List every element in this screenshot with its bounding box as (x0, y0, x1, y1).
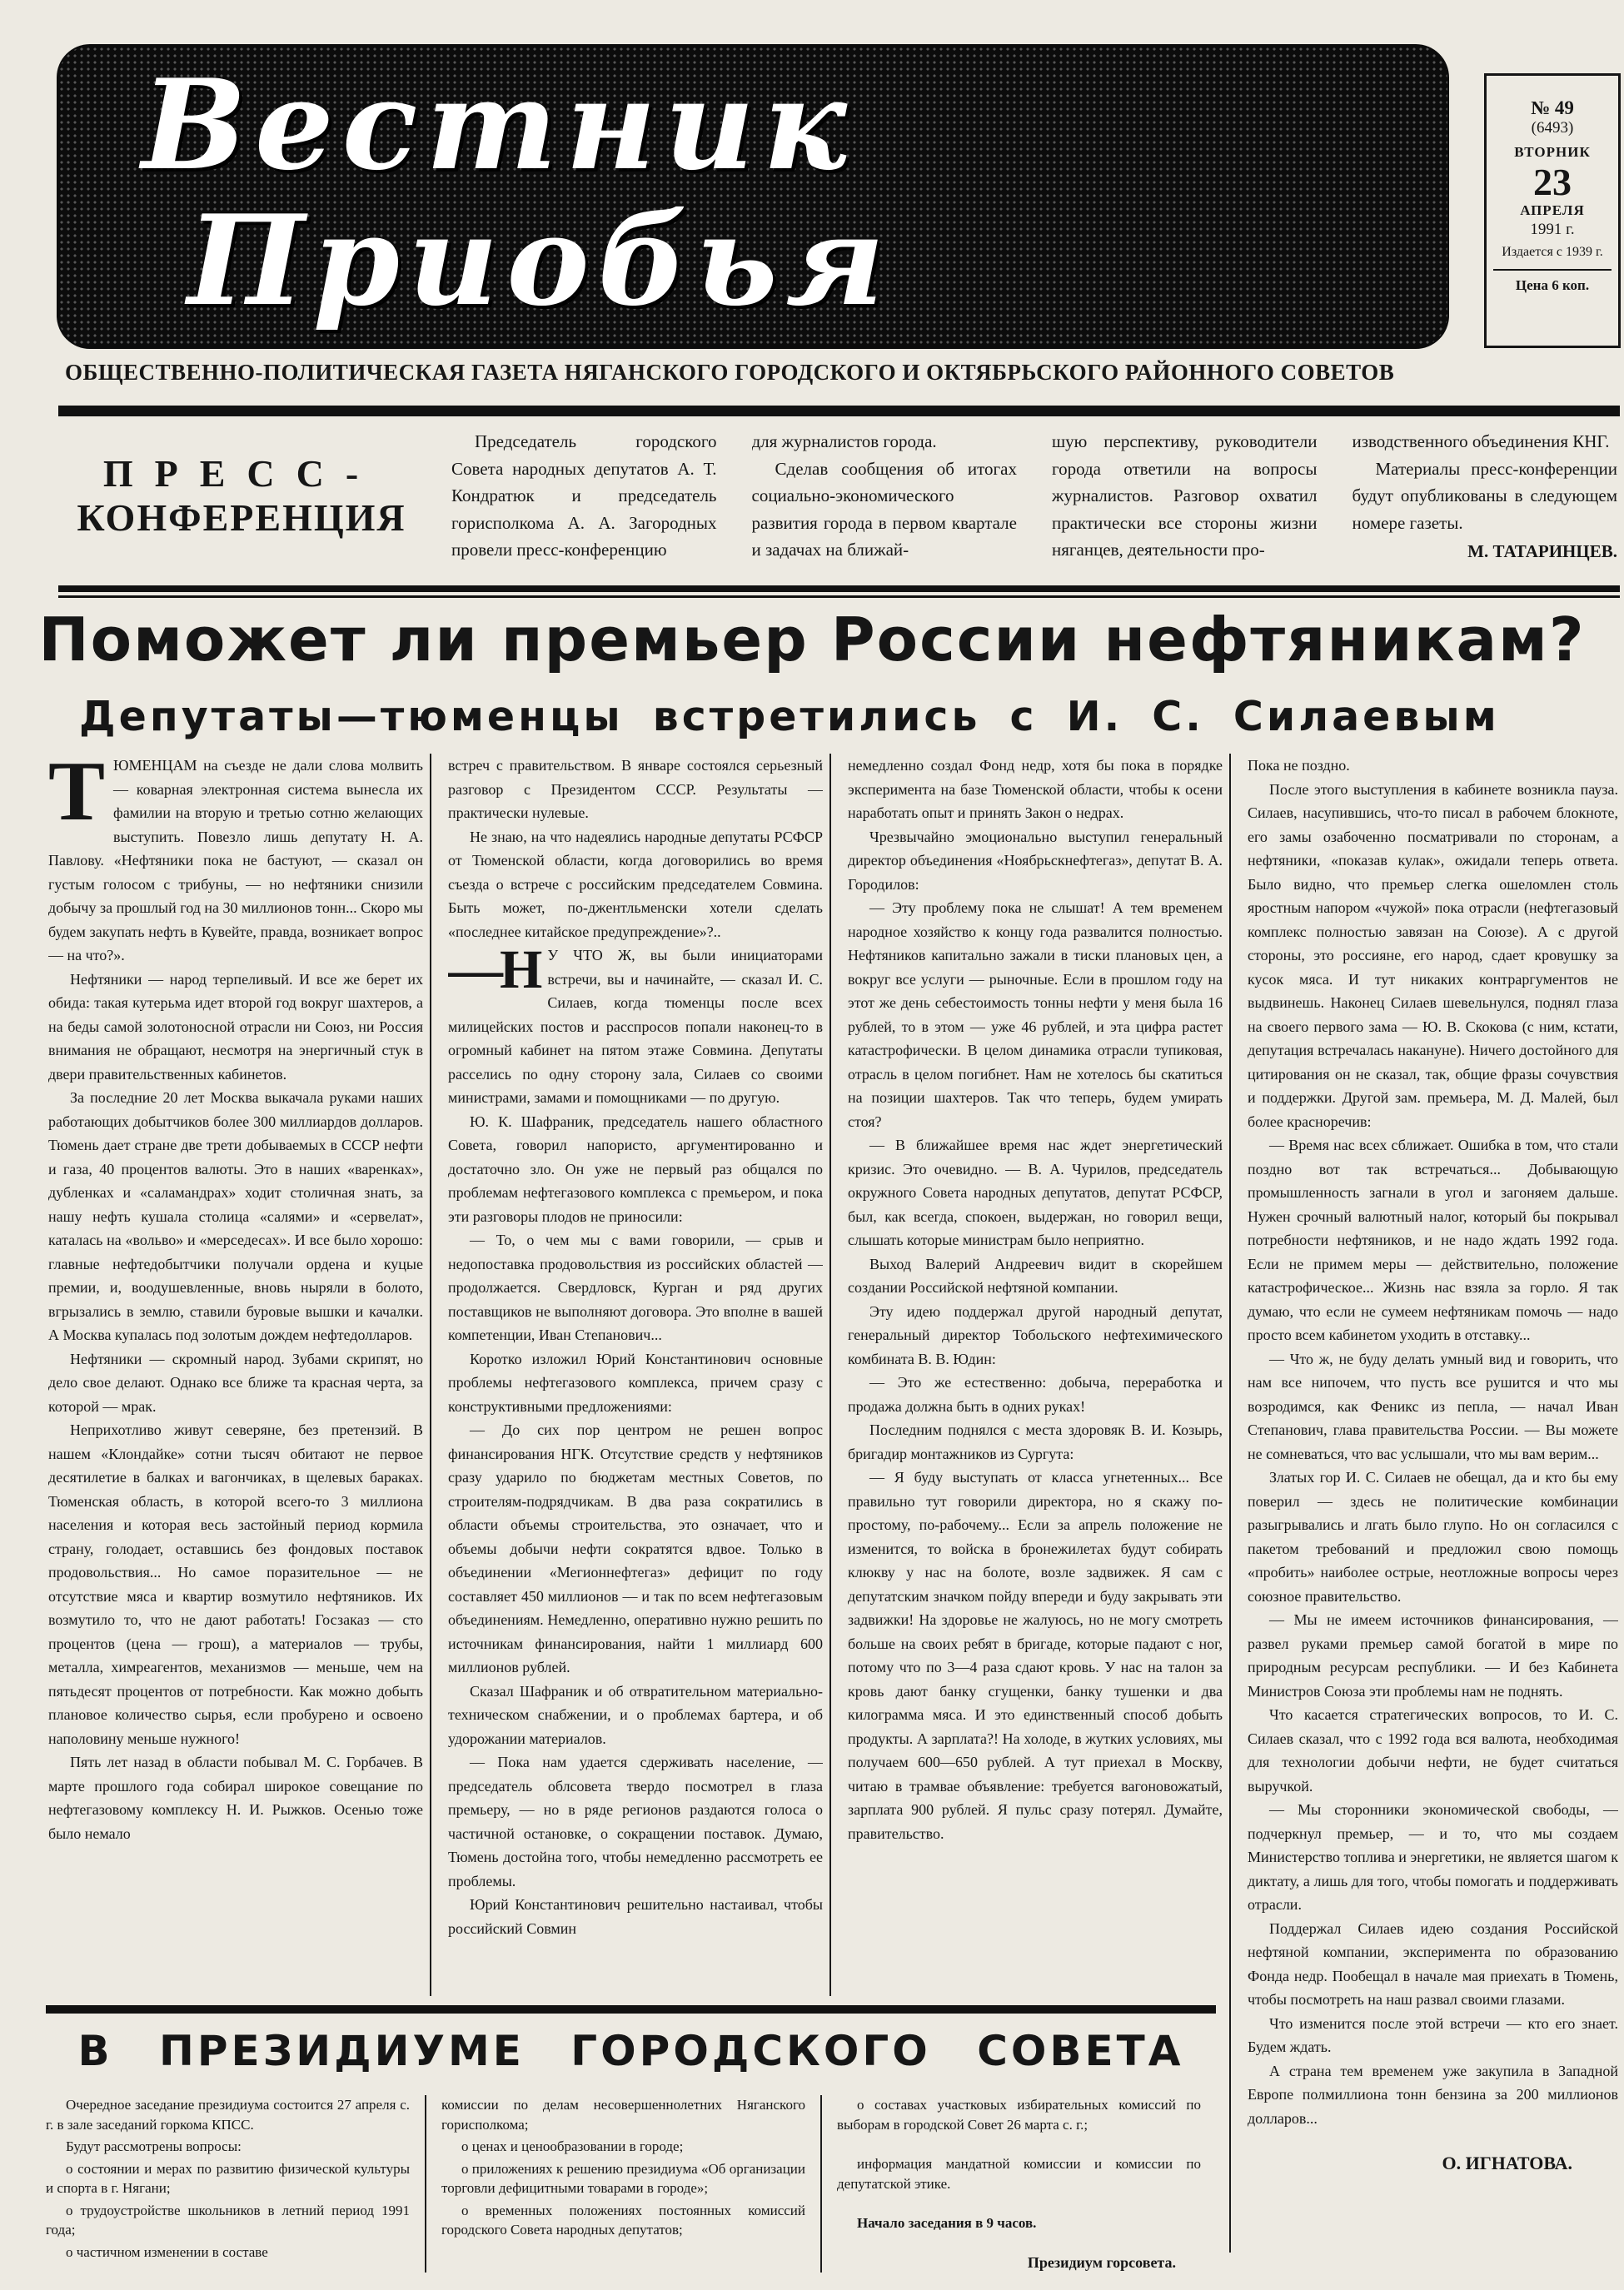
issue-number-cumulative: (6493) (1531, 119, 1574, 137)
presidium-rule (46, 2005, 1216, 2014)
press-conference-heading (67, 428, 416, 578)
press-conference-col4-text: изводственного объединения КНГ. Материалы пресс-конференции будут опубликованы в следующем номере газеты. (1352, 431, 1617, 533)
presidium-section (46, 2005, 1216, 2273)
presidium-heading: В ПРЕЗИДИУМЕ ГОРОДСКОГО СОВЕТА (77, 2027, 1184, 2075)
issue-info-box (1484, 73, 1621, 348)
article-column-3 (848, 754, 1223, 1999)
article-lead-paragraph (48, 754, 423, 968)
article-col3-paragraphs: немедленно создал Фонд недр, хотя бы пока в порядке эксперимента на базе Тюменской области, чтобы к осени наработать опыт и принять Закон о недрах. Чрезвычайно эмоционально выступил генеральный директор объединения «Ноябрьскнефтегаз», депутат В. А. Городилов: — Эту проблему пока не слышат! А тем временем народное хозяйство к концу года развалится полностью. Нефтяников капитально зажали в тиски плановых цен, а вокруг все услуги — рыночные. Если в прошлом году на этот же день себестоимость тонны нефти у меня была 16 рублей, то в этом — уже 46 рублей, и эта цифра растет катастрофически. В целом динамика отрасли тупиковая, отрасль в целом погибнет. Нам не хотелось бы скатиться на позиции шахтеров. Так что теперь, будем умирать стоя? — В ближайшее время нас ждет энергетический кризис. Это очевидно. — В. А. Чурилов, председатель окружного Совета народных депутатов, депутат РСФСР, был, как всегда, спокоен, выдержан, но говорил вещи, слышать которые министрам было неприятно. Выход Валерий Андреевич видит в скорейшем создании Российской нефтяной компании. Эту идею поддержал другой народный депутат, генеральный директор Тобольского нефтехимического комбината В. В. Юдин: — Это же естественно: добыча, переработка и продажа должна быть в одних руках! Последним поднялся с места здоровяк В. И. Козырь, бригадир монтажников из Сургута: — Я буду выступать от класса угнетенных... Все правильно тут говорили директора, но я скажу по-простому, по-рабочему... Если за апрель положение не изменится, то войска в бронежилетах будут собирать клюкву у нас на болоте, возле задвижек. Я сам с депутатским значком пойду впереди и буду закрывать эти задвижки! На здоровье не жалуюсь, но не могу смотреть больше на своих ребят в бригаде, которые падают с ног, потому что по 3—4 раза сдают кровь. У нас на талон за кровь дают банку сгущенки, банку тушенки и два килограмма мяса. И это единственный способ добыть продукты. А зарплата?! На холоде, в жутких условиях, мы получаем 600—650 рублей. А тут приехал в Москву, читаю в трамвае объявление: требуется вагоновожатый, зарплата 900 рублей. Я пульс сразу потерял. Думайте, правительство. (848, 757, 1223, 1842)
newspaper-subtitle: ОБЩЕСТВЕННО-ПОЛИТИЧЕСКАЯ ГАЗЕТА НЯГАНСКОГО ГОРОДСКОГО И ОКТЯБРЬСКОГО РАЙОННОГО СОВЕТОВ (65, 360, 1395, 385)
article-lead-text: ЮМЕНЦАМ на съезде не дали слова молвить — коварная электронная система вынесла их фамилии на вторую и третью сотню желающих выступить. Повезло лишь депутату Н. А. Павлову. «Нефтяники пока не бастуют, — сказал он густым голосом с трибуны, — но нефтяники снизили добычу за прошлый год на 30 миллионов тонн... Скоро мы будем закупать нефть в Кувейте, правда, возникает вопрос — на что?». (48, 757, 423, 963)
article-quote-lead (448, 939, 823, 1110)
presidium-start-time: Начало заседания в 9 часов. (857, 2215, 1037, 2231)
presidium-signature: Президиум горсовета. (1027, 2253, 1176, 2271)
press-conference-signature: М. ТАТАРИНЦЕВ. (1467, 541, 1617, 561)
presidium-col3-items: о составах участковых избирательных комиссий по выборам в городской Совет 26 марта с. г.; информация мандатной комиссии и комиссии по депутатской этике. (837, 2097, 1201, 2192)
masthead-rule (58, 406, 1620, 416)
headline-rule (58, 585, 1620, 598)
article-author-signature: О. ИГНАТОВА. (1442, 2153, 1572, 2173)
issue-day: 23 (1533, 161, 1572, 203)
press-conference-section (67, 428, 1617, 578)
press-conference-col2: для журналистов города. Сделав сообщения об итогах социально-экономического развития города в первом квартале и задачах на ближай- (751, 431, 1017, 560)
issue-month: АПРЕЛЯ (1520, 202, 1585, 218)
issue-year: 1991 г. (1530, 221, 1575, 238)
article-col1-paragraphs: Нефтяники — народ терпеливый. И все же берет их обида: такая кутерьма идет второй год вокруг шахтеров, а на беды самой золотоносной отрасли ни Союз, ни Россия внимания не обращают, несмотря на энергичный стук в двери правительственных кабинетов. За последние 20 лет Москва выкачала руками наших работающих добытчиков более 300 миллиардов долларов. Тюмень дает стране две трети добываемых в СССР нефти и газа, 40 процентов валюты. Это в наших «варенках», дубленках и «саламандрах» ходит столичная знать, за нашу нефть кушала столица «салями» и «сервелат», каталась на «вольво» и «мерседесах». И все было хорошо: главные нефтедобытчики получали ордена и куцые премии, и, воодушевленные, вновь ныряли в болото, вгрызались в землю, ставили буровые вышки и качалки. А Москва купалась под золотым дождем нефтедолларов. Нефтяники — скромный народ. Зубами скрипят, но дело свое делают. Однако все ближе та красная черта, за которой — мрак. Неприхотливо живут северяне, без претензий. В нашем «Клондайке» сотни тысяч обитают не первое десятилетие в балках и вагончиках, в щелевых бараках. Тюменская область, в которой всего-то 3 миллиона населения и которая весь застойный период кормила страну, голодает, оставшись без фондовых поставок продовольствия... Но самое поразительное — не отсутствие мяса и квартир возмутило нефтяников. Их возмутило то, что не дают работать! Госзаказ — сто процентов (цена — грош), а материалов — трубы, металла, химреагентов, механизмов — меньше, чем на пятьдесят процентов от потребности. Как можно добыть плановое количество сырья, если пробурено и освоено наполовину меньше нужного! Пять лет назад в области побывал М. С. Горбачев. В марте прошлого года собирал широкое совещание по нефтегазовому комплексу Н. И. Рыжков. Осенью тоже было немало (48, 970, 423, 1842)
article-subheadline: Депутаты—тюменцы встретились с И. С. Силаевым (79, 693, 1500, 740)
press-conference-col4 (1353, 428, 1618, 578)
article-col2-continuation: встреч с правительством. В январе состоялся серьезный разговор с Президентом СССР. Результаты — практически нулевые. Не знаю, на что надеялись народные депутаты РСФСР от Тюменской области, когда договорились во время съезда о встрече с российским председателем Совмина. Быть может, по-джентльменски хотели сделать «последнее китайское предупреждение»?.. (448, 757, 823, 940)
presidium-col1: Очередное заседание президиума состоится 27 апреля с. г. в зале заседаний горкома КПСС. Будут рассмотрены вопросы: о состоянии и мерах по развитию физической культуры и спорта в г. Нягани; о трудоустройстве школьников в летний период 1991 года; о частичном изменении в составе (46, 2097, 410, 2260)
column-divider-1 (430, 754, 431, 1996)
issue-weekday: ВТОРНИК (1514, 144, 1591, 160)
press-conference-heading-line1: ПРЕСС- (102, 452, 381, 495)
issue-divider (1493, 269, 1612, 271)
article-headline: Поможет ли премьер России нефтяникам? (38, 605, 1586, 675)
presidium-col2: комиссии по делам несовершеннолетних Няганского горисполкома; о ценах и ценообразовании в городе; о приложениях к решению президиума «Об организации торговли дефицитными товарами в городе»; о временных положениях постоянных комиссий городского Совета народных депутатов; (425, 2095, 822, 2273)
issue-number: № 49 (1531, 97, 1574, 118)
masthead-title-box (58, 46, 1447, 347)
press-conference-heading-line2: КОНФЕРЕНЦИЯ (77, 496, 406, 539)
masthead-title-line1: Вестник (142, 52, 855, 198)
dropcap-letter-2: —Н (448, 939, 540, 1000)
article-column-2 (448, 754, 823, 1999)
presidium-columns (46, 2095, 1216, 2273)
article-column-1 (48, 754, 423, 1999)
issue-price: Цена 6 коп. (1515, 277, 1590, 293)
column-divider-2 (829, 754, 831, 1996)
article-column-4 (1248, 754, 1618, 2253)
column-divider-3 (1229, 754, 1231, 2253)
press-conference-col1: Председатель городского Совета народных депутатов А. Т. Кондратюк и председатель горисполкома А. А. Загородных провели пресс-конференцию (451, 431, 717, 560)
article-quote-lead-text: У ЧТО Ж, вы были инициаторами встречи, вы и начинайте, — сказал И. С. Силаев, когда тюменцы после всех милицейских постов и расспросов попали наконец-то в огромный кабинет на пятом этаже Совмина. Депутаты расселись по одну сторону зала, Силаев со своими министрами, замами и помощниками — по другую. (448, 947, 823, 1106)
article-col4-paragraphs: Пока не поздно. После этого выступления в кабинете возникла пауза. Силаев, насупившись, что-то писал в рабочем блокноте, его замы озабоченно посматривали по сторонам, а нефтяники, «показав кулак», ожидали теперь ответа. Было видно, что премьер слегка ошеломлен столь яростным напором «чужой» пока отрасли (нефтегазовый комплекс полностью завязан на Союзе). А с другой стороны, это россияне, его народ, сдает кровушку за кусок мяса. И тут никаких контраргументов не выдвинешь. Наконец Силаев шевельнулся, поднял глаза на своего первого зама — Ю. В. Скокова (с ним, кстати, депутация встречалась накануне). Ничего достойного для цитирования он не сказал, так, общие фразы сочувствия и поддержки. Другой зам. премьера, М. Д. Малей, был более красноречив: — Время нас всех сближает. Ошибка в том, что стали поздно вот так встречаться... Добывающую промышленность загнали в угол и загоняем дальше. Нужен срочный валютный налог, который бы покрывал потребности нефтяников, и не надо ждать 1992 года. Если не примем меры — действительно, положение катастрофическое... Жизнь нас взяла за горло. Я так думаю, что если не сумеем нефтяникам помочь — надо просто всем кабинетом уходить в отставку... — Что ж, не буду делать умный вид и говорить, что нам все нипочем, что пусть все рушится и что мы возродимся, как Феникс из пепла, — начал Иван Степанович, глава правительства России. — Вы можете не сомневаться, что вас услышали, что мы вам верим... Златых гор И. С. Силаев не обещал, да и кто бы ему поверил — здесь не политические комбинации разыгрывались и лгать было глупо. Но он согласился с пакетом требований и предложил свою помощь «пробить» наиболее острые, неотложные вопросы через союзное правительство. — Мы не имеем источников финансирования, — развел руками премьер самой богатой в мире по природным ресурсам республики. — И без Кабинета Министров Союза эти проблемы нам не поднять. Что касается стратегических вопросов, то И. С. Силаев сказал, что с 1992 года вся валюта, необходимая для технологии добычи нефти, не будет считаться выручкой. — Мы сторонники экономической свободы, — подчеркнул премьер, — и то, что мы создаем Министерство топлива и энергетики, не является шагом к диктату, а лишь для того, чтобы помогать и поддерживать отрасли. Поддержал Силаев идею создания Российской нефтяной компании, эксперимента по образованию Фонда недр. Пообещал в начале мая приехать в Тюмень, чтобы посмотреть на наш развал своими глазами. Что изменится после этой встречи — кто его знает. Будем ждать. А страна тем временем уже закупила в Западной Европе полмиллиона тонн бензина за 200 миллионов долларов... (1248, 757, 1618, 2127)
presidium-col3 (822, 2095, 1216, 2273)
issue-since: Издается с 1939 г. (1502, 245, 1603, 259)
press-conference-col3: шую перспективу, руководители города ответили на вопросы журналистов. Разговор охватил практически все стороны жизни няганцев, деятельности про- (1052, 431, 1318, 560)
article-col2-paragraphs: Ю. К. Шафраник, председатель нашего областного Совета, говорил напористо, аргументированно и достаточно зло. Он уже не первый раз общался по проблемам нефтегазового комплекса с премьером, и пока эти разговоры плодов не приносили: — То, о чем мы с вами говорили, — срыв и недопоставка продовольствия из российских областей — продолжается. Свердловск, Курган и ряд других поставщиков не выполняют договора. Это вполне в вашей компетенции, Иван Степанович... Коротко изложил Юрий Константинович основные проблемы нефтегазового комплекса, причем сразу с конструктивными предложениями: — До сих пор центром не решен вопрос финансирования НГК. Отсутствие средств у нефтяников сразу ударило по бюджетам местных Советов, по строителям-подрядчикам. В два раза сократились в области объемы строительства, это означает, что и объемы добычи нефти сократятся вдвое. Только в объединении «Мегионнефтегаз» дефицит по году составляет 450 миллионов — и так по всем нефтегазовым объединениям. Немедленно, оперативно нужно решить по источникам финансирования, найти 1 миллиард 600 миллионов рублей. Сказал Шафраник и об отвратительном материально-техническом снабжении, и о проблемах бартера, и об удорожании материалов. — Пока нам удается сдерживать население, — председатель облсовета твердо посмотрел в глаза премьеру, — но в ряде регионов раздаются голоса о частичной остановке, о сокращении поставок. Думаю, Тюмень достойна того, чтобы немедленно рассмотреть ее проблемы. Юрий Константинович решительно настаивал, чтобы российский Совмин (448, 1113, 823, 1937)
masthead-title-line2: Приобья (187, 188, 894, 334)
dropcap-letter: Т (48, 754, 106, 839)
